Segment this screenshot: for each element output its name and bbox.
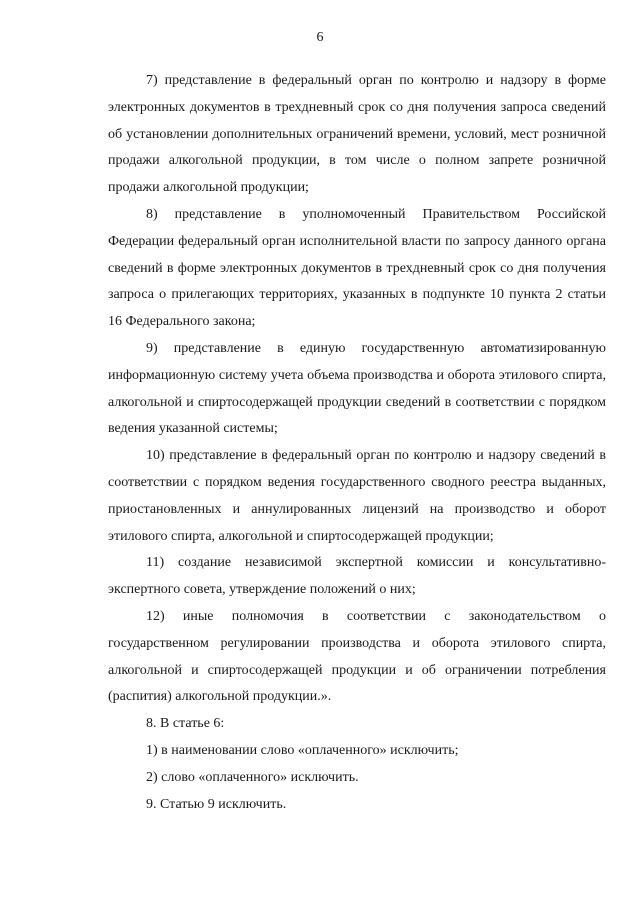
document-body <box>108 68 606 818</box>
item-7-paragraph: 7) представление в федеральный орган по контролю и надзору в форме электронных документов в трехдневный срок со дня получения запроса сведений об установлении дополнительных ограничений времени, условий, мест розничной продажи алкогольной продукции, в том числе о полном запрете розничной продажи алкогольной продукции; <box>108 73 606 196</box>
section-8-item-1: 1) в наименовании слово «оплаченного» исключить; <box>146 742 459 758</box>
section-9-paragraph: 9. Статью 9 исключить. <box>146 796 287 812</box>
section-8-heading: 8. В статье 6: <box>146 716 225 732</box>
item-11-paragraph: 11) создание независимой экспертной комиссии и консультативно-экспертного совета, утверждение положений о них; <box>108 555 606 598</box>
page-number: 6 <box>316 30 324 45</box>
item-8-paragraph: 8) представление в уполномоченный Правительством Российской Федерации федеральный орган исполнительной власти по запросу данного органа сведений в форме электронных документов в трехдневный срок со дня получения запроса о прилегающих территориях, указанных в подпункте 10 пункта 2 статьи 16 Федерального закона; <box>108 206 606 330</box>
section-8-item-2: 2) слово «оплаченного» исключить. <box>146 769 359 785</box>
item-10-paragraph: 10) представление в федеральный орган по контролю и надзору сведений в соответствии с порядком ведения государственного сводного реестра выданных, приостановленных и аннулированных лицензий на производство и оборот этилового спирта, алкогольной и спиртосодержащей продукции; <box>108 448 606 544</box>
item-9-paragraph: 9) представление в единую государственную автоматизированную информационную систему учета объема производства и оборота этилового спирта, алкогольной и спиртосодержащей продукции сведений в соответствии с порядком ведения указанной системы; <box>108 340 606 437</box>
item-12-paragraph: 12) иные полномочия в соответствии с законодательством о государственном регулировании производства и оборота этилового спирта, алкогольной и спиртосодержащей продукции и об ограничении потребления (распития) алкогольной продукции.». <box>108 608 606 705</box>
